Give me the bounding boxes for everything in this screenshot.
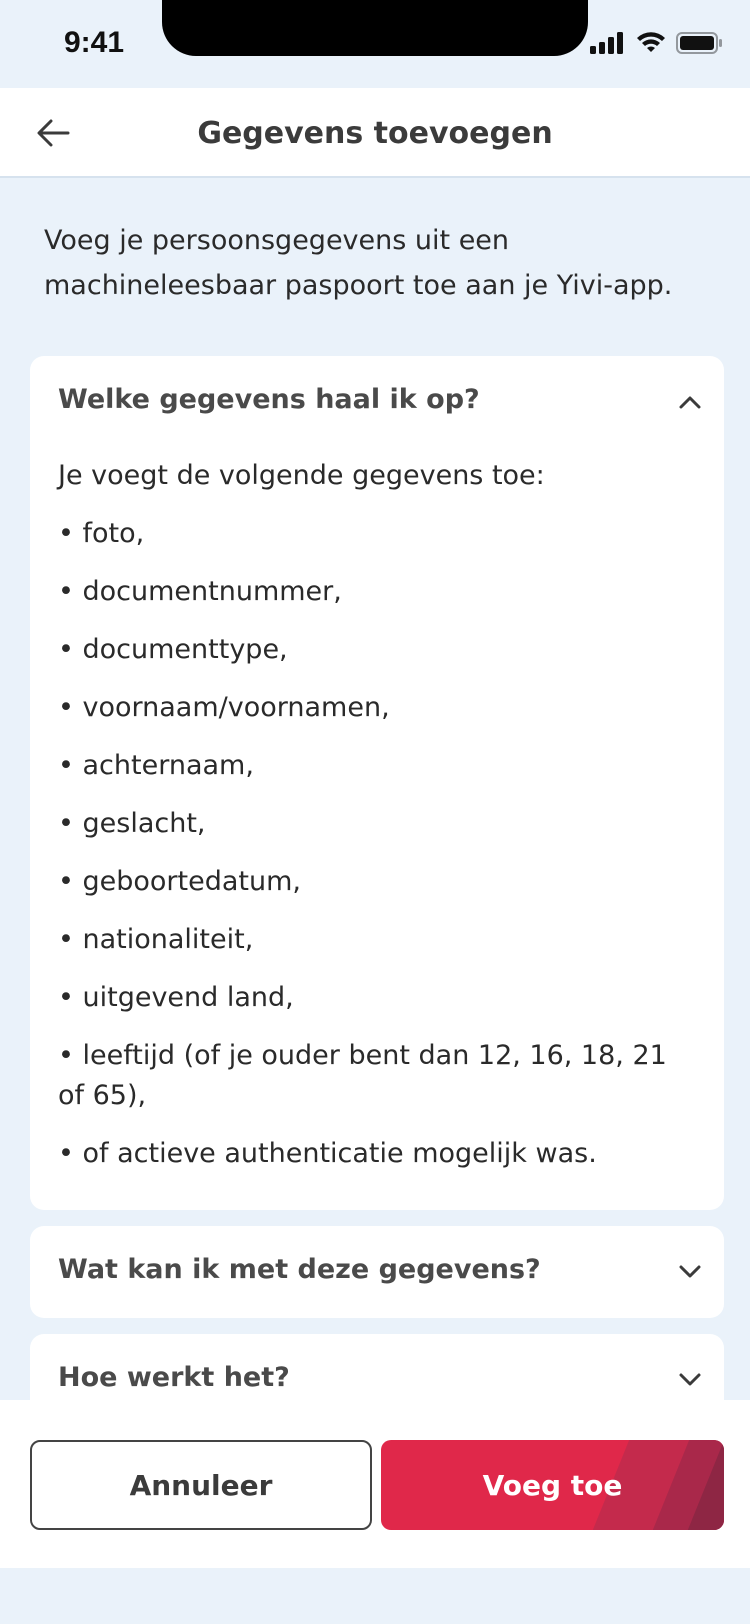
cellular-signal-icon <box>590 32 626 54</box>
intro-text: Voeg je persoonsgegevens uit een machineleesbaar paspoort toe aan je Yivi-app. <box>44 225 673 301</box>
status-icons <box>590 32 722 54</box>
list-item: • voornaam/voornamen, <box>58 692 390 723</box>
accordion-header-data-fetched[interactable] <box>30 356 724 448</box>
accordion-title: Hoe werkt het? <box>58 1362 290 1393</box>
accordion-header-what-can-i-do[interactable] <box>30 1226 724 1318</box>
list-item: • foto, <box>58 518 145 549</box>
list-item: • nationaliteit, <box>58 924 254 955</box>
chevron-up-icon[interactable] <box>670 382 710 422</box>
action-bar <box>0 1400 750 1568</box>
device-notch <box>162 0 588 56</box>
list-item: • documenttype, <box>58 634 288 665</box>
battery-icon <box>676 32 722 54</box>
cancel-button[interactable]: Annuleer <box>30 1440 372 1530</box>
chevron-down-icon[interactable] <box>670 1360 710 1400</box>
list-item: • of actieve authenticatie mogelijk was. <box>58 1138 597 1169</box>
page-title: Gegevens toevoegen <box>197 116 553 151</box>
list-item: • leeftijd (of je ouder bent dan 12, 16, 18, 21 of 65), <box>58 1040 667 1111</box>
list-item: • uitgevend land, <box>58 982 294 1013</box>
accordion-lead: Je voegt de volgende gegevens toe: <box>58 460 545 491</box>
accordion-data-fetched <box>30 356 724 1210</box>
accordion-title: Wat kan ik met deze gegevens? <box>58 1254 541 1285</box>
chevron-down-icon[interactable] <box>670 1252 710 1292</box>
data-list <box>58 514 696 1174</box>
list-item: • geboortedatum, <box>58 866 301 897</box>
status-bar <box>0 0 750 88</box>
list-item: • documentnummer, <box>58 576 342 607</box>
accordion-what-can-i-do <box>30 1226 724 1318</box>
wifi-icon <box>636 32 666 54</box>
accordion-title: Welke gegevens haal ik op? <box>58 384 480 415</box>
app-header <box>0 88 750 178</box>
add-button[interactable] <box>381 1440 724 1530</box>
list-item: • geslacht, <box>58 808 206 839</box>
status-time: 9:41 <box>64 26 125 59</box>
list-item: • achternaam, <box>58 750 254 781</box>
add-button-label: Voeg toe <box>482 1468 623 1502</box>
accordion-body <box>30 448 724 1174</box>
